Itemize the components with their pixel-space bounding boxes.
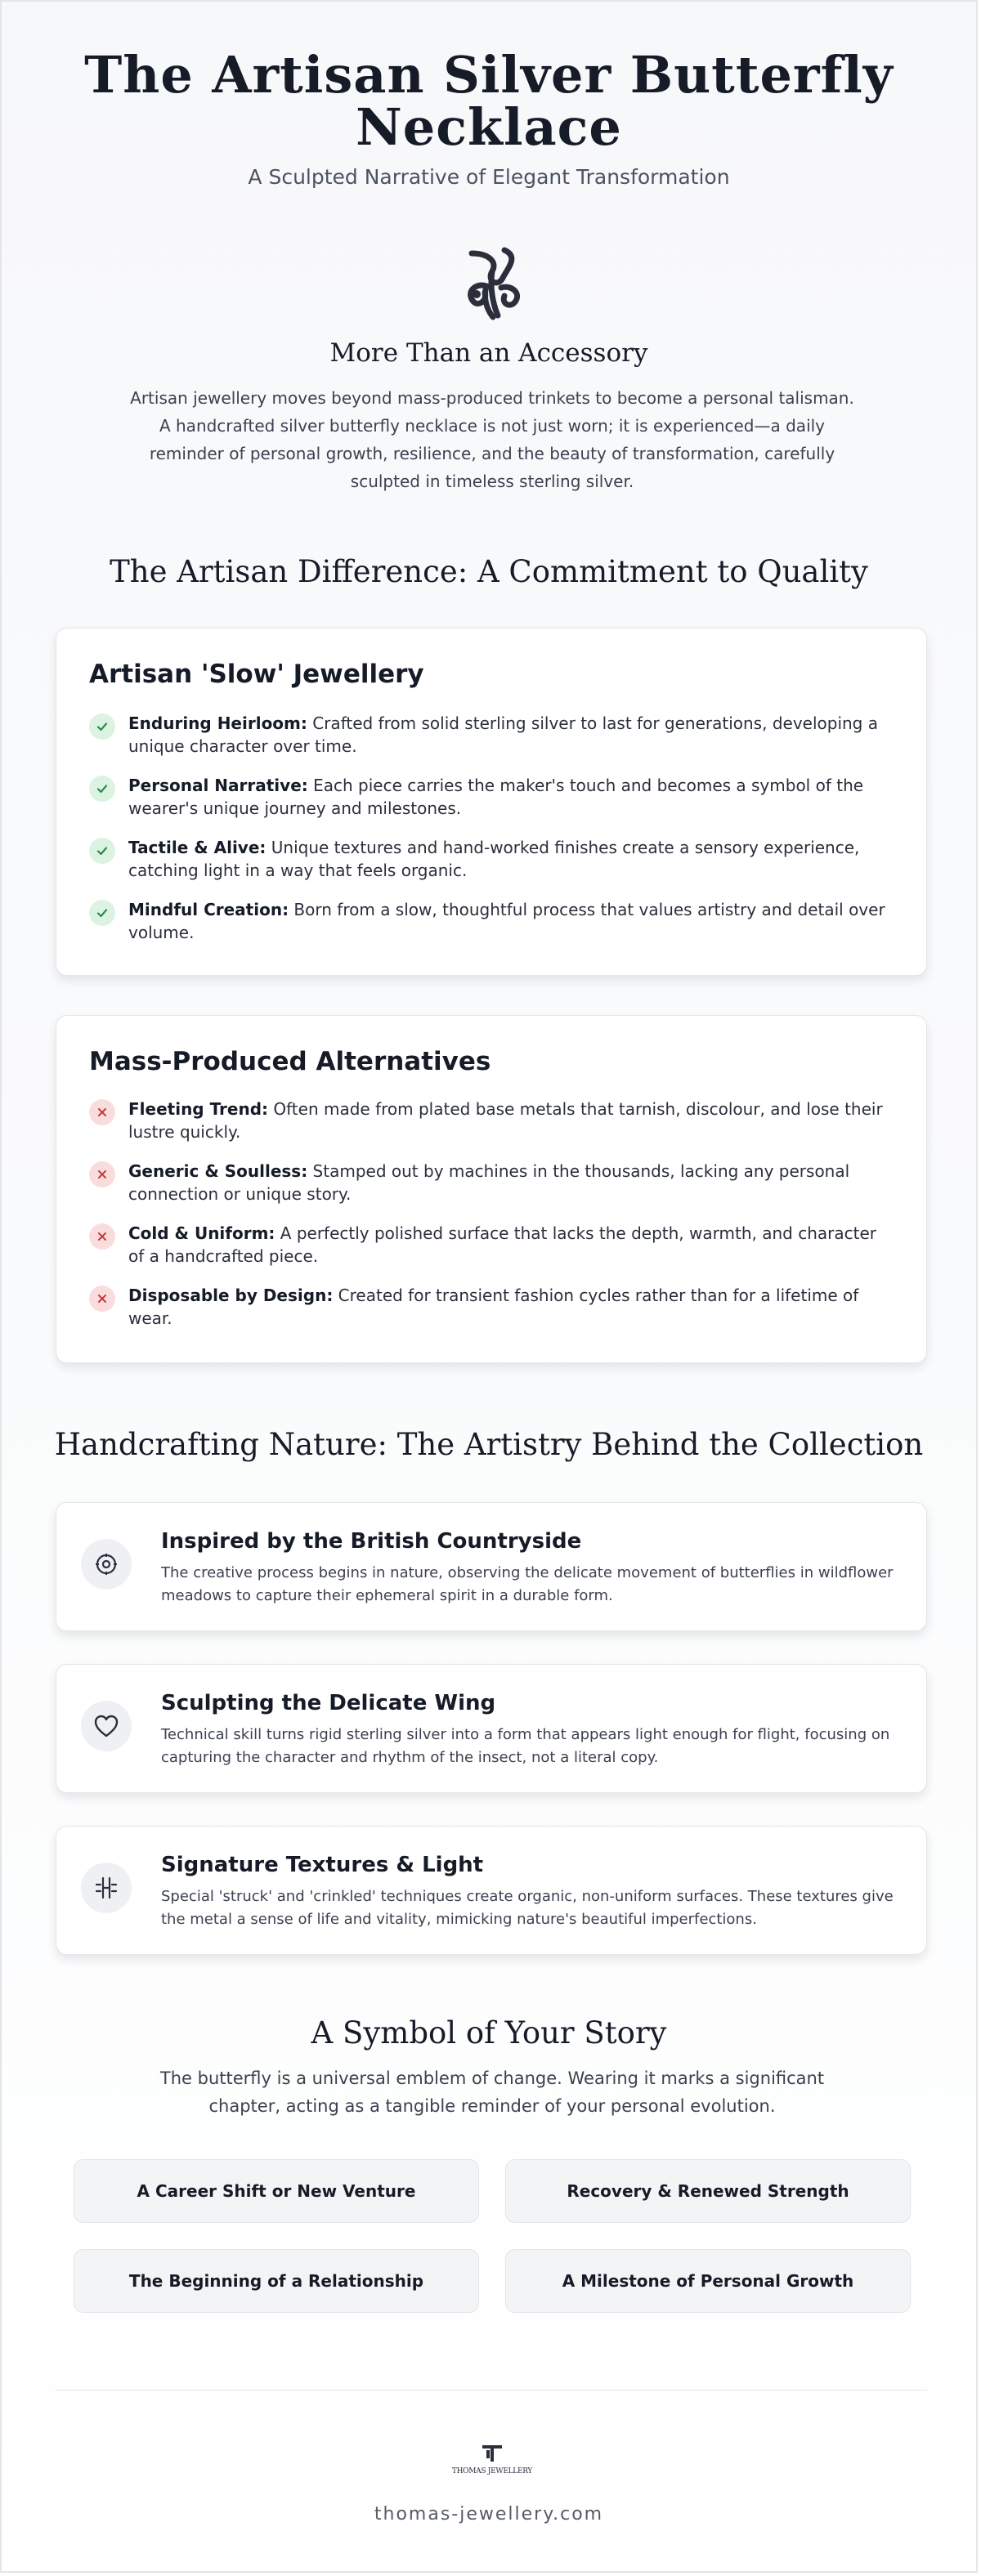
check-icon <box>89 900 115 926</box>
footer-url[interactable]: thomas-jewellery.com <box>374 2504 604 2525</box>
story-tile: A Milestone of Personal Growth <box>505 2249 911 2313</box>
title-line-1: The Artisan Silver Butterfly <box>84 45 894 105</box>
list-item-label: Disposable by Design: <box>128 1286 334 1305</box>
list-item-body: Often made from plated base metals that tarnish, discolour, and lose their lustre quickly. <box>128 1099 883 1142</box>
texture-icon <box>81 1863 132 1913</box>
check-icon <box>89 776 115 802</box>
list-item-body: A perfectly polished surface that lacks the depth, warmth, and character of a handcrafted piece. <box>128 1223 876 1266</box>
intro-paragraph: Artisan jewellery moves beyond mass-produced trinkets to become a personal talisman. A handcrafted silver butterfly necklace is not just worn; it is experienced—a daily reminder of personal growth, resilience, and the beauty of transformation, carefully sculpted in timeless sterling silver. <box>130 388 854 491</box>
check-icon <box>89 838 115 864</box>
mass-produced-card <box>56 1015 927 1363</box>
page-title <box>2 45 976 157</box>
target-icon <box>81 1539 132 1590</box>
list-item-body: Unique textures and hand-worked finishes create a sensory experience, catching light in a way that feels organic. <box>128 838 860 880</box>
list-item-text <box>128 1222 897 1268</box>
list-item-label: Generic & Soulless: <box>128 1161 308 1181</box>
story-heading: A Symbol of Your Story <box>311 2015 667 2051</box>
difference-heading: The Artisan Difference: A Commitment to Quality <box>110 554 868 589</box>
brand-logo-text: THOMAS JEWELLERY <box>451 2467 533 2475</box>
list-item-label: Enduring Heirloom: <box>128 713 307 733</box>
cross-icon <box>89 1161 115 1187</box>
list-item-text <box>128 1098 897 1143</box>
list-item-label: Mindful Creation: <box>128 900 289 919</box>
artistry-heading: Handcrafting Nature: The Artistry Behind the Collection <box>54 1427 924 1462</box>
artisan-card <box>56 628 927 976</box>
list-item-body: Each piece carries the maker's touch and becomes a symbol of the wearer's unique journey and milestones. <box>128 776 864 818</box>
list-item-text <box>128 774 897 820</box>
feature-card <box>56 1502 927 1631</box>
feature-card <box>56 1826 927 1955</box>
feature-title: Signature Textures & Light <box>161 1853 484 1877</box>
check-icon <box>89 713 115 740</box>
list-item-text <box>128 898 897 944</box>
feature-title: Inspired by the British Countryside <box>161 1529 582 1554</box>
story-description: The butterfly is a universal emblem of change. Wearing it marks a significant chapter, acting as a tangible reminder of your personal evolution. <box>159 2068 825 2116</box>
feature-card <box>56 1664 927 1793</box>
title-line-2: Necklace <box>356 97 622 157</box>
feature-description: Special 'struck' and 'crinkled' techniques create organic, non-uniform surfaces. These textures give the metal a sense of life and vitality, mimicking nature's beautiful imperfections. <box>161 1888 894 1928</box>
list-item-text <box>128 712 897 758</box>
story-tile: The Beginning of a Relationship <box>74 2249 479 2313</box>
heart-icon <box>81 1701 132 1751</box>
accessory-heading: More Than an Accessory <box>329 338 648 368</box>
feature-description: Technical skill turns rigid sterling silver into a form that appears light enough for flight, focusing on capturing the character and rhythm of the insect, not a literal copy. <box>161 1726 890 1766</box>
list-item-body: Stamped out by machines in the thousands, lacking any personal connection or unique story. <box>128 1161 850 1204</box>
cross-icon <box>89 1099 115 1125</box>
story-tile: Recovery & Renewed Strength <box>505 2159 911 2223</box>
page-subtitle: A Sculpted Narrative of Elegant Transformation <box>248 165 730 189</box>
mass-produced-card-title: Mass-Produced Alternatives <box>89 1047 491 1076</box>
cross-icon <box>89 1286 115 1312</box>
butterfly-necklace-icon <box>447 239 537 329</box>
list-item-label: Personal Narrative: <box>128 776 308 795</box>
cross-icon <box>89 1223 115 1250</box>
artisan-card-title: Artisan 'Slow' Jewellery <box>89 660 424 689</box>
list-item-label: Tactile & Alive: <box>128 838 267 857</box>
list-item-text <box>128 836 897 882</box>
list-item-text <box>128 1160 897 1205</box>
story-tile: A Career Shift or New Venture <box>74 2159 479 2223</box>
list-item-text <box>128 1284 897 1330</box>
list-item-body: Created for transient fashion cycles rather than for a lifetime of wear. <box>128 1286 859 1328</box>
list-item-label: Fleeting Trend: <box>128 1099 269 1119</box>
list-item-body: Crafted from solid sterling silver to last for generations, developing a unique character over time. <box>128 713 878 756</box>
list-item-body: Born from a slow, thoughtful process that values artistry and detail over volume. <box>128 900 885 942</box>
feature-title: Sculpting the Delicate Wing <box>161 1691 496 1715</box>
brand-logo <box>443 2444 541 2476</box>
feature-description: The creative process begins in nature, observing the delicate movement of butterflies in wildflower meadows to capture their ephemeral spirit in a durable form. <box>161 1564 894 1604</box>
list-item-label: Cold & Uniform: <box>128 1223 275 1243</box>
